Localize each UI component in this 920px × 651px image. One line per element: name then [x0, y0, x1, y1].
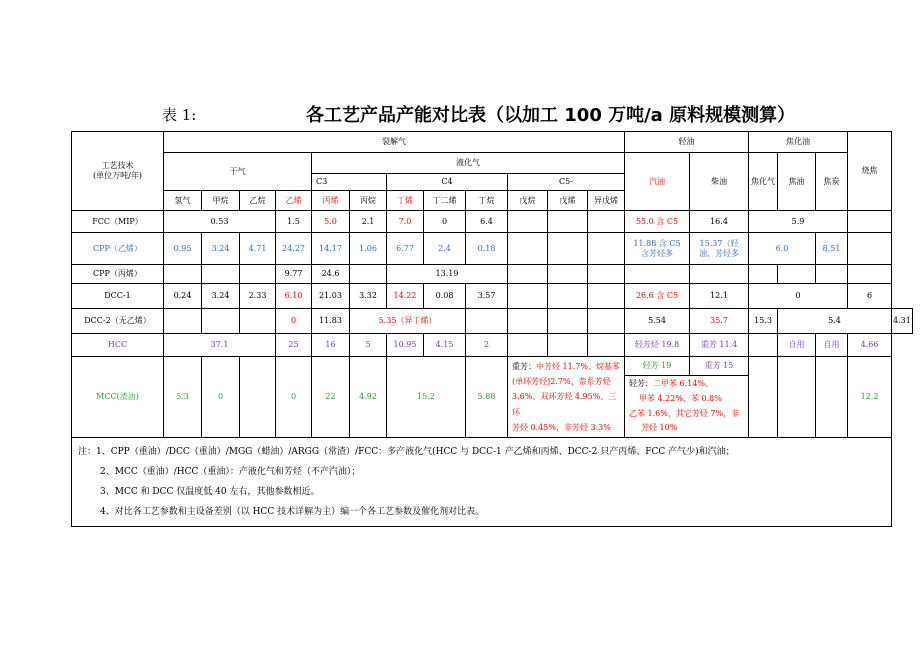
table-row — [72, 309, 913, 334]
header-lpg: 液化气 — [312, 153, 625, 174]
cell: 5.3 — [164, 357, 202, 438]
product-capacity-table — [71, 131, 913, 527]
cell: 16.4 — [690, 211, 749, 233]
cell: 4.66 — [848, 334, 892, 357]
row-name: HCC — [72, 334, 164, 357]
cell: 5 — [350, 334, 387, 357]
cell: 4.71 — [240, 233, 276, 265]
header-coking-tar: 焦油 — [778, 153, 816, 211]
cell: 15.3 — [749, 309, 778, 334]
cell: 2.33 — [240, 284, 276, 309]
cell — [202, 265, 240, 284]
cell: 10.95 — [387, 334, 424, 357]
cell: 2.1 — [350, 211, 387, 233]
cell — [202, 309, 240, 334]
cell — [848, 233, 892, 265]
cell — [690, 265, 749, 284]
col-butane: 丁烷 — [466, 191, 508, 211]
table-row — [72, 265, 913, 284]
col-isopentene: 异戊烯 — [588, 191, 625, 211]
row-name: DCC-2（无乙烯） — [72, 309, 164, 334]
cell: 0 — [276, 357, 312, 438]
cell — [508, 211, 548, 233]
header-gasoline: 汽油 — [625, 153, 690, 211]
table-number: 表 1: — [162, 106, 197, 124]
cell: 4.31 — [892, 309, 913, 334]
note-2: 2、MCC（重油）/HCC（重油）：产液化气和芳烃（不产汽油）； — [100, 467, 361, 477]
row-name: CPP（丙烯） — [72, 265, 164, 284]
cell: 22 — [312, 357, 350, 438]
cell — [778, 265, 816, 284]
cell: 轻芳烃 19.8 — [625, 334, 690, 357]
header-c5: C5- — [508, 174, 625, 191]
cell — [548, 233, 588, 265]
cell: 0 — [276, 309, 312, 334]
col-butene: 丁烯 — [387, 191, 424, 211]
cell: 3.57 — [466, 284, 508, 309]
cell: 6.10 — [276, 284, 312, 309]
cell — [548, 265, 588, 284]
row-name: DCC-1 — [72, 284, 164, 309]
cell — [548, 334, 588, 357]
cell: 24.6 — [312, 265, 350, 284]
cell: 14.22 — [387, 284, 424, 309]
cell — [350, 265, 387, 284]
note-3: 3、MCC 和 DCC 仅温度低 40 左右，其他参数相近。 — [100, 487, 320, 497]
notes — [72, 438, 892, 527]
cell: 35.7 — [690, 309, 749, 334]
cell — [848, 211, 892, 233]
table-row — [72, 334, 913, 357]
cell: 重芳 15 — [690, 357, 749, 376]
cell — [508, 265, 548, 284]
cell: 11.88 含 C5 含芳烃多 — [625, 233, 690, 265]
cell: 5.35（异丁烯） — [350, 309, 466, 334]
cell: 0.18 — [466, 233, 508, 265]
cell: 6.0 — [749, 233, 816, 265]
mcc-heavy-aromatics-note: 重芳：中芳烃 11.7%、烷基苯 (单环芳烃)2.7%、萘系芳烃 3.6%、双环芳烃 4.95%、三环 芳烃 0.45%，非芳烃 3.3% — [508, 357, 625, 438]
cell — [240, 309, 276, 334]
cell: 11.83 — [312, 309, 350, 334]
cell: 4.15 — [424, 334, 466, 357]
cell — [240, 265, 276, 284]
cell: 5.88 — [466, 357, 508, 438]
table-row — [72, 233, 913, 265]
cell — [588, 265, 625, 284]
cell: 重芳 11.4 — [690, 334, 749, 357]
header-burnt-coke: 烧焦 — [848, 132, 892, 211]
cell — [508, 233, 548, 265]
cell: 25 — [276, 334, 312, 357]
cell — [588, 284, 625, 309]
cell — [588, 309, 625, 334]
cell — [548, 284, 588, 309]
cell: 15.2 — [387, 357, 466, 438]
header-c3: C3 — [312, 174, 387, 191]
note-1: 注：1、CPP（重油）/DCC（重油）/MGG（蜡油）/ARGG（常渣）/FCC：多产液化气(HCC 与 DCC-1 产乙烯和丙烯、DCC-2 只产丙烯、FCC 产气少)和汽油； — [78, 447, 735, 457]
cell: 55.0 含 C5 — [625, 211, 690, 233]
page-title: 各工艺产品产能对比表（以加工 100 万吨/a 原料规模测算） — [306, 105, 796, 126]
cell: 12.2 — [848, 357, 892, 438]
table-row — [72, 357, 913, 376]
cell — [164, 309, 202, 334]
cell — [164, 265, 202, 284]
col-ethylene: 乙烯 — [276, 191, 312, 211]
cell: 轻芳 19 — [625, 357, 690, 376]
cell: 24.27 — [276, 233, 312, 265]
cell — [548, 309, 588, 334]
cell: 5.4 — [778, 309, 892, 334]
cell: 2.4 — [424, 233, 466, 265]
cell: 5.0 — [312, 211, 350, 233]
header-cracked-gas: 裂解气 — [164, 132, 625, 153]
cell: 0.24 — [164, 284, 202, 309]
cell: 自用 — [816, 334, 848, 357]
cell — [749, 265, 778, 284]
cell: 3.24 — [202, 233, 240, 265]
cell: 7.0 — [387, 211, 424, 233]
cell — [508, 284, 548, 309]
cell: 0 — [202, 357, 240, 438]
cell: 13.19 — [387, 265, 508, 284]
col-propane: 丙烷 — [350, 191, 387, 211]
col-propylene: 丙烯 — [312, 191, 350, 211]
cell: 0 — [424, 211, 466, 233]
cell: 0.08 — [424, 284, 466, 309]
cell — [508, 334, 548, 357]
table-row — [72, 284, 913, 309]
cell: 1.06 — [350, 233, 387, 265]
cell: 0.53 — [164, 211, 276, 233]
cell: 15.37（轻 油、芳烃多 — [690, 233, 749, 265]
cell: 26.6 含 C5 — [625, 284, 690, 309]
cell: 1.5 — [276, 211, 312, 233]
cell: 0.95 — [164, 233, 202, 265]
col-butadiene: 丁二烯 — [424, 191, 466, 211]
header-coking-oil: 焦化油 — [749, 132, 848, 153]
col-pentane: 戊烷 — [508, 191, 548, 211]
note-4: 4、对比各工艺参数和主设备差别（以 HCC 技术详解为主）编一个各工艺参数及催化剂对比表。 — [100, 507, 485, 517]
cell: 37.1 — [164, 334, 276, 357]
header-light-oil: 轻油 — [625, 132, 749, 153]
cell — [749, 334, 778, 357]
header-process: 工艺技术 (单位万吨/年) — [72, 132, 164, 211]
cell: 5.54 — [625, 309, 690, 334]
cell: 6 — [848, 284, 892, 309]
mcc-light-aromatics-note: 轻芳：二甲苯 6.14%、 甲苯 4.22%、苯 0.8% 乙苯 1.6%，其它芳烃 7%，非 芳烃 10% — [625, 376, 749, 438]
cell — [240, 357, 276, 438]
header-coking-gas: 焦化气 — [749, 153, 778, 211]
header-coking-coal: 焦炭 — [816, 153, 848, 211]
cell — [588, 233, 625, 265]
cell: 3.32 — [350, 284, 387, 309]
cell: 4.92 — [350, 357, 387, 438]
table-row — [72, 211, 913, 233]
cell — [816, 357, 848, 438]
cell — [588, 211, 625, 233]
cell: 2 — [466, 334, 508, 357]
cell: 3.24 — [202, 284, 240, 309]
col-methane: 甲烷 — [202, 191, 240, 211]
cell — [749, 357, 778, 438]
cell: 6.4 — [466, 211, 508, 233]
cell: 14.17 — [312, 233, 350, 265]
col-ethane: 乙烷 — [240, 191, 276, 211]
cell: 8.51 — [816, 233, 848, 265]
cell: 9.77 — [276, 265, 312, 284]
row-name: FCC（MIP） — [72, 211, 164, 233]
cell: 16 — [312, 334, 350, 357]
cell — [588, 334, 625, 357]
cell — [548, 211, 588, 233]
row-name: MCC(渣油) — [72, 357, 164, 438]
col-hydrogen: 氢气 — [164, 191, 202, 211]
cell: 5.9 — [749, 211, 848, 233]
header-dry-gas: 干气 — [164, 153, 312, 191]
header-diesel: 柴油 — [690, 153, 749, 211]
header-c4: C4 — [387, 174, 508, 191]
cell: 21.03 — [312, 284, 350, 309]
cell — [625, 265, 690, 284]
row-name: CPP（乙烯） — [72, 233, 164, 265]
cell — [466, 309, 508, 334]
cell — [508, 309, 548, 334]
cell: 自用 — [778, 334, 816, 357]
cell: 0 — [749, 284, 848, 309]
notes-row — [72, 438, 913, 527]
cell: 12.1 — [690, 284, 749, 309]
cell — [778, 357, 816, 438]
cell: 6.77 — [387, 233, 424, 265]
col-pentene: 戊烯 — [548, 191, 588, 211]
cell — [848, 265, 892, 284]
cell — [816, 265, 848, 284]
